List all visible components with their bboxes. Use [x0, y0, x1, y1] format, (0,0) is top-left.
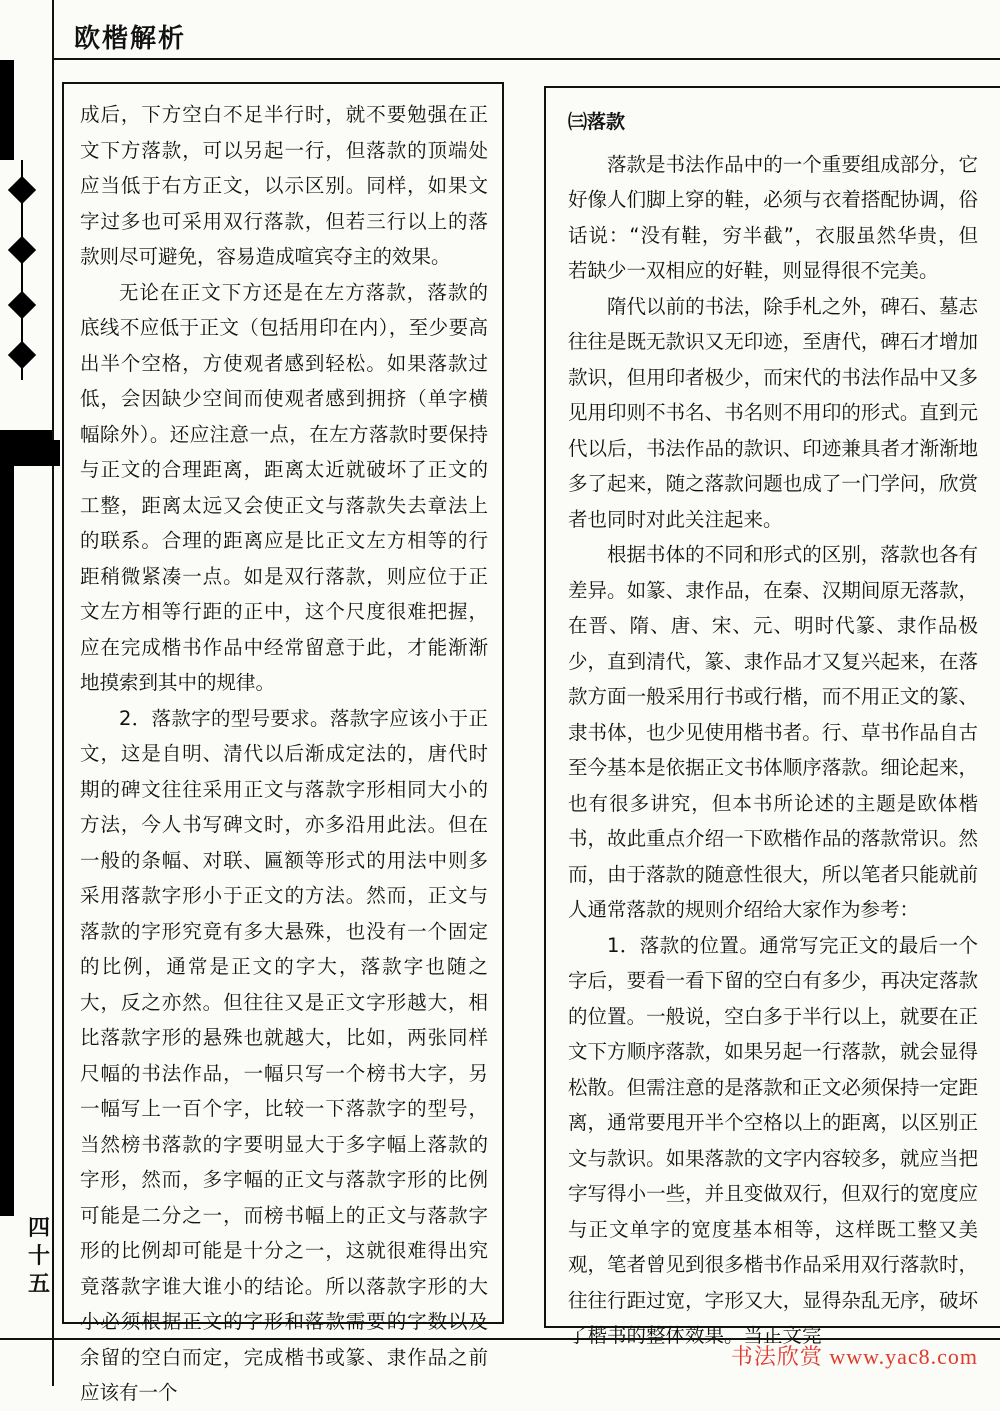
right-paragraph: 隋代以前的书法，除手札之外，碑石、墓志往往是既无款识又无印迹，至唐代，碑石才增加款识，但用印者极少，而宋代的书法作品中又多见用印则不书名、书名则不用印的形式。直到元代以后，书法作品的款识、印迹兼具者才渐渐地多了起来，随之落款问题也成了一门学问，欣赏者也同时对此关注起来。	[568, 294, 978, 531]
right-paragraph: 1．落款的位置。通常写完正文的最后一个字后，要看一看下留的空白有多少，再决定落款的位置。一般说，空白多于半行以上，就要在正文下方顺序落款，如果另起一行落款，就会显得松散。但需注意的是落款和正文必须保持一定距离，通常要甩开半个空格以上的距离，以区别正文与款识。如果落款的文字内容较多，就应当把字写得小一些，并且变做双行，但双行的宽度应与正文单字的宽度基本相等，这样既工整又美观，笔者曾见到很多楷书作品采用双行落款时，往往行距过宽，字形又大，显得杂乱无序，破坏了楷书的整体效果。当正文完	[568, 933, 978, 1347]
left-paragraph: 2．落款字的型号要求。落款字应该小于正文，这是自明、清代以后渐成定法的，唐代时期的碑文往往采用正文与落款字形相同大小的方法，今人书写碑文时，亦多沿用此法。但在一般的条幅、对联、匾额等形式的用法中则多采用落款字形小于正文的方法。然而，正文与落款的字形究竟有多大悬殊，也没有一个固定的比例，通常是正文的字大，落款字也随之大，反之亦然。但往往又是正文字形越大，相比落款字形的悬殊也就越大，比如，两张同样尺幅的书法作品，一幅只写一个榜书大字，另一幅写上一百个字，比较一下落款字的型号，当然榜书落款的字要明显大于多字幅上落款的字形，然而，多字幅的正文与落款字形的比例可能是二分之一，而榜书幅上的正文与落款字形的比例却可能是十分之一，这就很难得出究竟落款字谁大谁小的结论。所以落款字形的大小必须根据正文的字形和落款需要的字数以及余留的空白而定，完成楷书或篆、隶作品之前应该有一个	[80, 706, 488, 1404]
diamond-ornament-icon	[8, 176, 36, 204]
diamond-ornament-icon	[8, 341, 36, 369]
left-column	[80, 97, 488, 1411]
diamond-ornament-icon	[8, 236, 36, 264]
frame-left-rule	[52, 0, 54, 1386]
left-paragraph: 无论在正文下方还是在左方落款，落款的底线不应低于正文（包括用印在内），至少要高出半个空格，方使观者感到轻松。如果落款过低，会因缺少空间而使观者感到拥挤（单字横幅除外）。还应注意一点，在左方落款时要保持与正文的合理距离，距离太近就破坏了正文的工整，距离太远又会使正文与落款失去章法上的联系。合理的距离应是比正文左方相等的行距稍微紧凑一点。如是双行落款，则应位于正文左方相等行距的正中，这个尺度很难把握，应在完成楷书作品中经常留意于此，才能渐渐地摸索到其中的规律。	[80, 280, 488, 694]
header-rule	[52, 58, 1000, 60]
section-heading: ㈢落款	[568, 111, 626, 133]
side-black-band-tip	[0, 440, 60, 466]
diamond-ornament-icon	[8, 291, 36, 319]
left-paragraph: 成后，下方空白不足半行时，就不要勉强在正文下方落款，可以另起一行，但落款的顶端处应当低于右方正文，以示区别。同样，如果文字过多也可采用双行落款，但若三行以上的落款则尽可避免，容易造成喧宾夺主的效果。	[80, 103, 488, 268]
side-black-block-top	[0, 60, 14, 160]
side-black-block-bottom	[0, 466, 14, 1216]
site-watermark: 书法欣赏 www.yac8.com	[730, 1344, 978, 1369]
right-column	[568, 105, 978, 1354]
page-number: 四十五	[28, 1216, 51, 1297]
header-title: 欧楷解析	[74, 24, 187, 54]
right-paragraph: 根据书体的不同和形式的区别，落款也各有差异。如篆、隶作品，在秦、汉期间原无落款，在晋、隋、唐、宋、元、明时代篆、隶作品极少，直到清代，篆、隶作品才又复兴起来，在落款方面一般采用行书或行楷，而不用正文的篆、隶书体，也少见使用楷书者。行、草书作品自古至今基本是依据正文书体顺序落款。细论起来，也有很多讲究，但本书所论述的主题是欧体楷书，故此重点介绍一下欧楷作品的落款常识。然而，由于落款的随意性很大，所以笔者只能就前人通常落款的规则介绍给大家作为参考：	[568, 543, 978, 921]
right-paragraph: 落款是书法作品中的一个重要组成部分，它好像人们脚上穿的鞋，必须与衣着搭配协调，俗话说：“没有鞋，穷半截”，衣服虽然华贵，但若缺少一双相应的好鞋，则显得很不完美。	[568, 152, 978, 282]
